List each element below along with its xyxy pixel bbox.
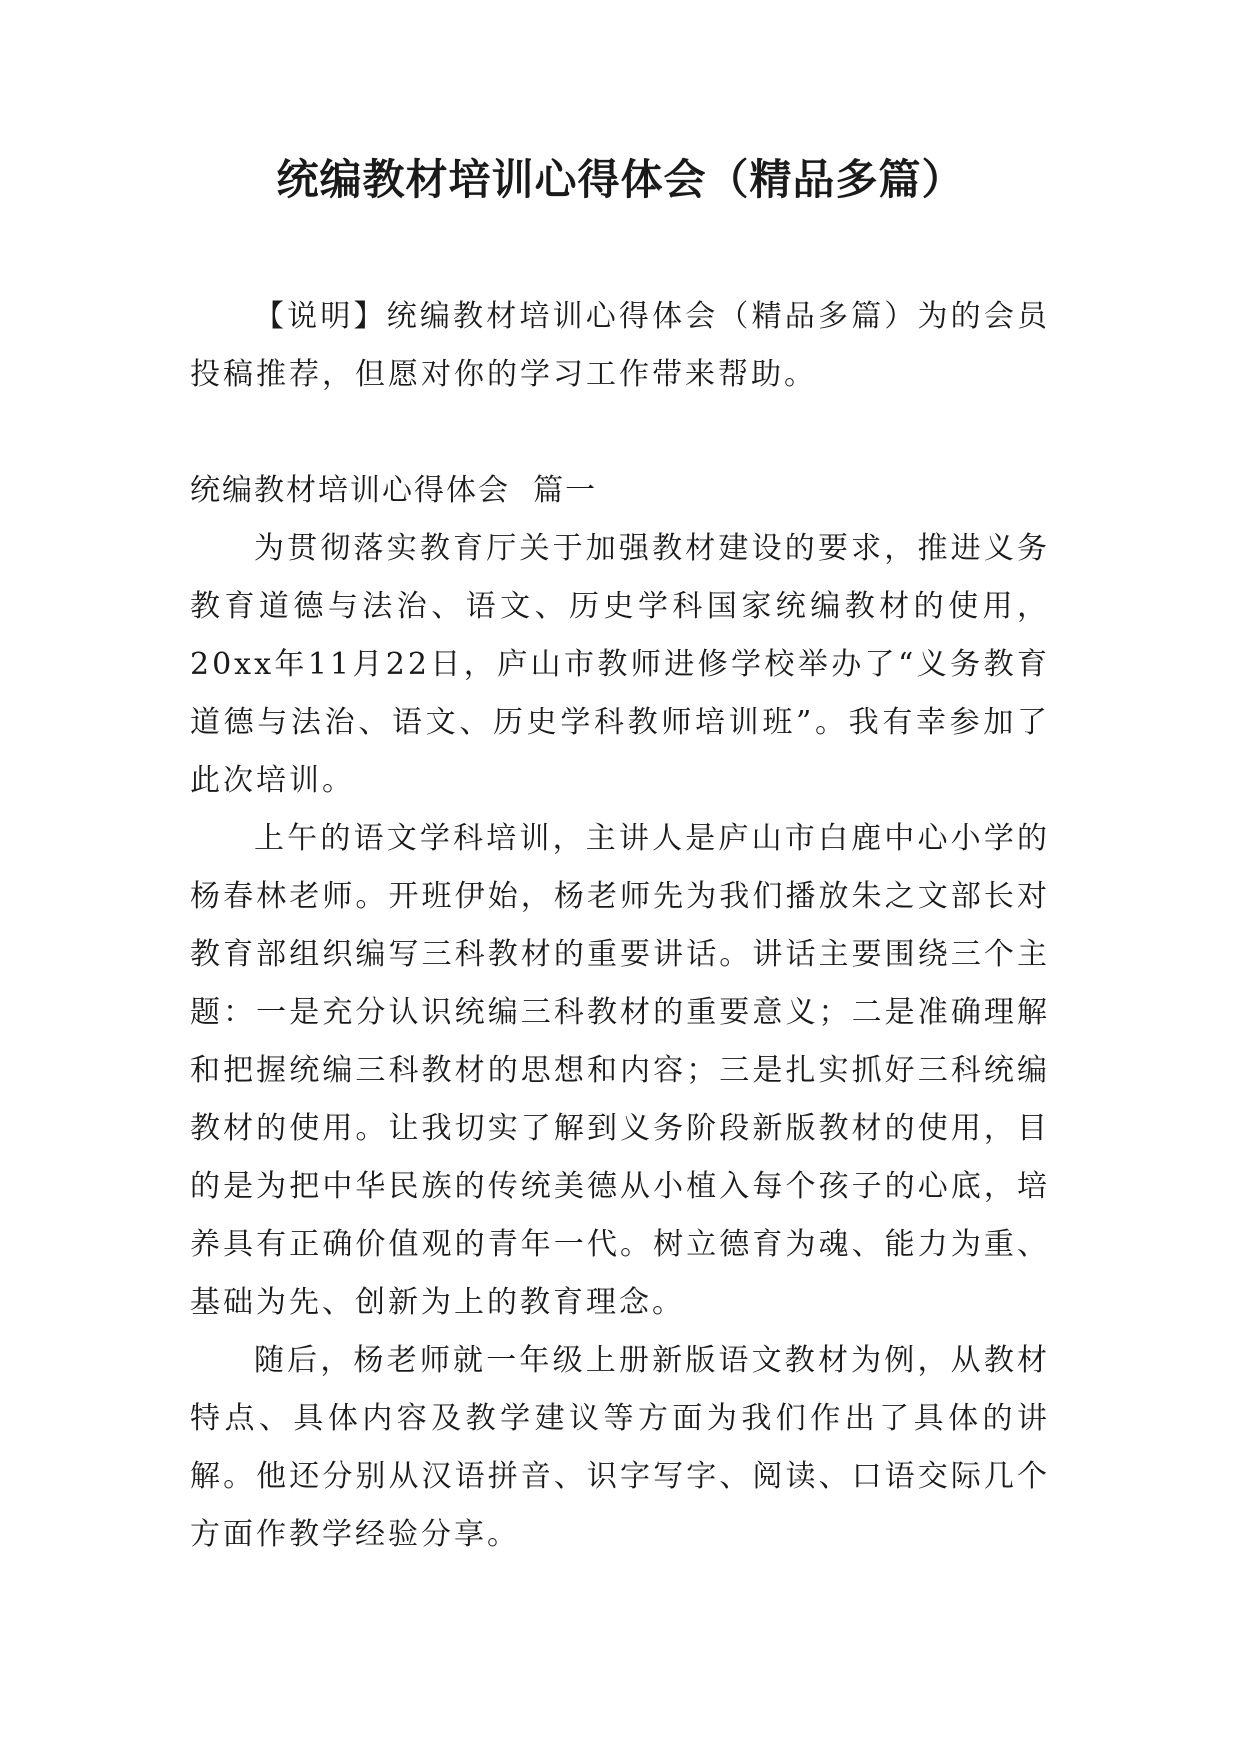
intro-paragraph: 【说明】统编教材培训心得体会（精品多篇）为的会员投稿推荐，但愿对你的学习工作带来帮助。 — [190, 299, 1050, 392]
body-paragraph-2: 上午的语文学科培训，主讲人是庐山市白鹿中心小学的杨春林老师。开班伊始，杨老师先为我们播放朱之文部长对教育部组织编写三科教材的重要讲话。讲话主要围绕三个主题：一是充分认识统编三科教材的重要意义；二是准确理解和把握统编三科教材的思想和内容；三是扎实抓好三科统编教材的使用。让我切实了解到义务阶段新版教材的使用，目的是为把中华民族的传统美德从小植入每个孩子的心底，培养具有正确价值观的青年一代。树立德育为魂、能力为重、基础为先、创新为上的教育理念。 — [190, 821, 1050, 1320]
body-paragraph-3: 随后，杨老师就一年级上册新版语文教材为例，从教材特点、具体内容及教学建议等方面为我们作出了具体的讲解。他还分别从汉语拼音、识字写字、阅读、口语交际几个方面作教学经验分享。 — [190, 1343, 1050, 1552]
body-paragraph-1: 为贯彻落实教育厅关于加强教材建设的要求，推进义务教育道德与法治、语文、历史学科国家统编教材的使用，20xx年11月22日，庐山市教师进修学校举办了“义务教育道德与法治、语文、历史学科教师培训班”。我有幸参加了此次培训。 — [190, 531, 1050, 798]
section-heading: 统编教材培训心得体会 篇一 — [190, 473, 598, 508]
document-title: 统编教材培训心得体会（精品多篇） — [276, 155, 965, 204]
